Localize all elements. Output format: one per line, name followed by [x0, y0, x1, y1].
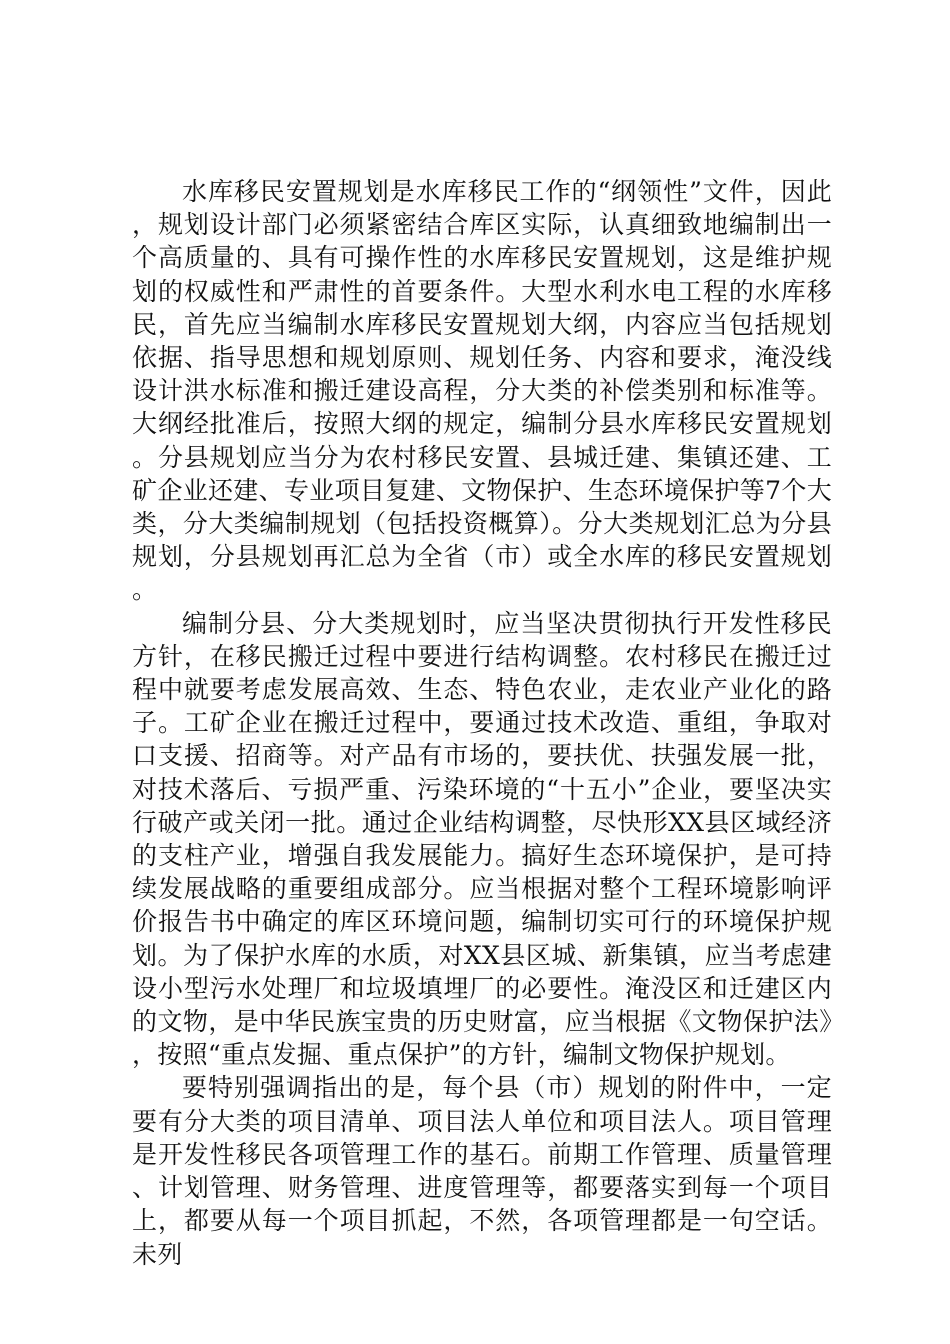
- paragraph-3: 要特别强调指出的是，每个县（市）规划的附件中，一定要有分大类的项目清单、项目法人单位和项目法人。项目管理是开发性移民各项管理工作的基石。前期工作管理、质量管理、计划管理、财务管理、进度管理等，都要落实到每一个项目上，都要从每一个项目抓起，不然，各项管理都是一句空话。未列: [132, 1073, 832, 1269]
- paragraph-1: 水库移民安置规划是水库移民工作的“纲领性”文件，因此，规划设计部门必须紧密结合库区实际，认真细致地编制出一个高质量的、具有可操作性的水库移民安置规划，这是维护规划的权威性和严肃性的首要条件。大型水利水电工程的水库移民，首先应当编制水库移民安置规划大纲，内容应当包括规划依据、指导思想和规划原则、规划任务、内容和要求，淹没线设计洪水标准和搬迁建设高程，分大类的补偿类别和标准等。大纲经批准后，按照大纲的规定，编制分县水库移民安置规划。分县规划应当分为农村移民安置、县城迁建、集镇还建、工矿企业还建、专业项目复建、文物保护、生态环境保护等7个大类，分大类编制规划（包括投资概算）。分大类规划汇总为分县规划，分县规划再汇总为全省（市）或全水库的移民安置规划。: [132, 177, 832, 605]
- paragraph-2: 编制分县、分大类规划时，应当坚决贯彻执行开发性移民方针，在移民搬迁过程中要进行结构调整。农村移民在搬迁过程中就要考虑发展高效、生态、特色农业，走农业产业化的路子。工矿企业在搬迁过程中，要通过技术改造、重组，争取对口支援、招商等。对产品有市场的，要扶优、扶强发展一批，对技术落后、亏损严重、污染环境的“十五小”企业，要坚决实行破产或关闭一批。通过企业结构调整，尽快形XX县区域经济的支柱产业，增强自我发展能力。搞好生态环境保护，是可持续发展战略的重要组成部分。应当根据对整个工程环境影响评价报告书中确定的库区环境问题，编制切实可行的环境保护规划。为了保护水库的水质，对XX县区城、新集镇，应当考虑建设小型污水处理厂和垃圾填埋厂的必要性。淹没区和迁建区内的文物，是中华民族宝贵的历史财富，应当根据《文物保护法》，按照“重点发掘、重点保护”的方针，编制文物保护规划。: [132, 608, 832, 1070]
- document-body: [132, 175, 832, 1271]
